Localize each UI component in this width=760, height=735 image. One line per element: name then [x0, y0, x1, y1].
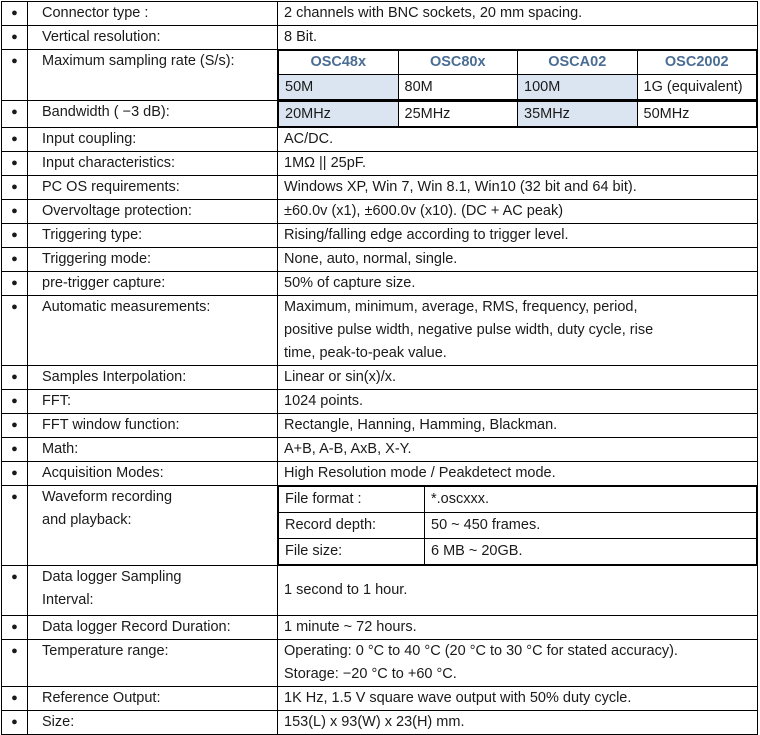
spec-label-line: Waveform recording	[42, 489, 173, 505]
spec-row-characteristics	[2, 152, 758, 176]
model-sampling: 80M	[398, 75, 518, 100]
spec-label-line: Data logger Sampling	[42, 569, 182, 585]
spec-label: FFT window function:	[28, 414, 278, 438]
recording-grid	[278, 486, 757, 565]
spec-row-acq	[2, 462, 758, 486]
bandwidth-grid-cell	[278, 101, 758, 128]
spec-value-line: Maximum, minimum, average, RMS, frequency, period,	[284, 299, 638, 315]
spec-label: Acquisition Modes:	[28, 462, 278, 486]
bullet: ●	[2, 462, 28, 486]
spec-label: Size:	[28, 711, 278, 735]
spec-row-fft	[2, 390, 758, 414]
spec-row-recording	[2, 486, 758, 566]
sampling-grid-cell	[278, 50, 758, 101]
spec-label: FFT:	[28, 390, 278, 414]
spec-value: High Resolution mode / Peakdetect mode.	[278, 462, 758, 486]
spec-value: 1024 points.	[278, 390, 758, 414]
spec-row-overvoltage	[2, 200, 758, 224]
spec-row-temperature	[2, 640, 758, 687]
spec-label: Input characteristics:	[28, 152, 278, 176]
spec-label: Data logger Record Duration:	[28, 616, 278, 640]
recording-value: 50 ~ 450 frames.	[425, 513, 757, 539]
model-sampling: 50M	[279, 75, 399, 100]
bandwidth-values-row	[279, 102, 757, 127]
bullet: ●	[2, 50, 28, 101]
spec-value: 1 second to 1 hour.	[278, 566, 758, 616]
bullet: ●	[2, 711, 28, 735]
spec-value: 8 Bit.	[278, 26, 758, 50]
spec-row-sampling	[2, 50, 758, 101]
bullet: ●	[2, 486, 28, 566]
spec-value-line: Storage: −20 °C to +60 °C.	[284, 666, 457, 682]
spec-label: Bandwidth ( −3 dB):	[28, 101, 278, 128]
spec-value-multiline	[278, 640, 758, 687]
spec-row-bandwidth	[2, 101, 758, 128]
spec-label: PC OS requirements:	[28, 176, 278, 200]
spec-label: Triggering type:	[28, 224, 278, 248]
spec-row-autom	[2, 296, 758, 366]
spec-value-line: time, peak-to-peak value.	[284, 345, 447, 361]
spec-label: Maximum sampling rate (S/s):	[28, 50, 278, 101]
spec-row-trig-mode	[2, 248, 758, 272]
recording-key: Record depth:	[279, 513, 425, 539]
spec-value: ±60.0v (x1), ±600.0v (x10). (DC + AC peak)	[278, 200, 758, 224]
spec-label: Reference Output:	[28, 687, 278, 711]
spec-label: Connector type :	[28, 2, 278, 26]
model-sampling: 1G (equivalent)	[637, 75, 757, 100]
spec-label: pre-trigger capture:	[28, 272, 278, 296]
model-name: OSC80x	[398, 51, 518, 75]
sampling-values-row	[279, 75, 757, 100]
spec-label-line: and playback:	[42, 512, 132, 528]
spec-row-logger-duration	[2, 616, 758, 640]
spec-label: Samples Interpolation:	[28, 366, 278, 390]
spec-row-interp	[2, 366, 758, 390]
bullet: ●	[2, 200, 28, 224]
recording-key: File size:	[279, 539, 425, 565]
spec-label: Vertical resolution:	[28, 26, 278, 50]
spec-row-reference	[2, 687, 758, 711]
spec-row-pretrigger	[2, 272, 758, 296]
spec-value: A+B, A-B, AxB, X-Y.	[278, 438, 758, 462]
spec-value: Rising/falling edge according to trigger level.	[278, 224, 758, 248]
sampling-grid	[278, 50, 757, 100]
bullet: ●	[2, 128, 28, 152]
spec-value: Rectangle, Hanning, Hamming, Blackman.	[278, 414, 758, 438]
model-header-row	[279, 51, 757, 75]
bullet: ●	[2, 248, 28, 272]
bullet: ●	[2, 616, 28, 640]
recording-value: *.oscxxx.	[425, 487, 757, 513]
spec-label: Math:	[28, 438, 278, 462]
spec-row-coupling	[2, 128, 758, 152]
model-name: OSC2002	[637, 51, 757, 75]
spec-row-logger-interval	[2, 566, 758, 616]
spec-value: 2 channels with BNC sockets, 20 mm spacing.	[278, 2, 758, 26]
recording-grid-cell	[278, 486, 758, 566]
spec-label: Automatic measurements:	[28, 296, 278, 366]
bullet: ●	[2, 176, 28, 200]
spec-value: 1MΩ || 25pF.	[278, 152, 758, 176]
spec-row-fftwin	[2, 414, 758, 438]
spec-value: None, auto, normal, single.	[278, 248, 758, 272]
recording-item	[279, 539, 757, 565]
bullet: ●	[2, 438, 28, 462]
recording-value: 6 MB ~ 20GB.	[425, 539, 757, 565]
bullet: ●	[2, 152, 28, 176]
spec-row-os	[2, 176, 758, 200]
recording-item	[279, 513, 757, 539]
model-name: OSC48x	[279, 51, 399, 75]
bullet: ●	[2, 224, 28, 248]
spec-label-multiline	[28, 486, 278, 566]
spec-value: Linear or sin(x)/x.	[278, 366, 758, 390]
bullet: ●	[2, 26, 28, 50]
spec-table	[1, 1, 758, 735]
bullet: ●	[2, 366, 28, 390]
spec-value: Windows XP, Win 7, Win 8.1, Win10 (32 bit and 64 bit).	[278, 176, 758, 200]
spec-label: Triggering mode:	[28, 248, 278, 272]
spec-label-line: Interval:	[42, 592, 94, 608]
recording-item	[279, 487, 757, 513]
model-sampling: 100M	[518, 75, 638, 100]
spec-value: 1 minute ~ 72 hours.	[278, 616, 758, 640]
bullet: ●	[2, 566, 28, 616]
model-bandwidth: 50MHz	[637, 102, 757, 127]
spec-value-multiline	[278, 296, 758, 366]
bullet: ●	[2, 640, 28, 687]
recording-key: File format :	[279, 487, 425, 513]
model-bandwidth: 20MHz	[279, 102, 399, 127]
spec-value: 153(L) x 93(W) x 23(H) mm.	[278, 711, 758, 735]
bullet: ●	[2, 272, 28, 296]
spec-row-trig-type	[2, 224, 758, 248]
spec-value: 1K Hz, 1.5 V square wave output with 50% duty cycle.	[278, 687, 758, 711]
bullet: ●	[2, 296, 28, 366]
bullet: ●	[2, 390, 28, 414]
model-bandwidth: 25MHz	[398, 102, 518, 127]
spec-value: 50% of capture size.	[278, 272, 758, 296]
spec-label-multiline	[28, 566, 278, 616]
bullet: ●	[2, 2, 28, 26]
spec-value-line: positive pulse width, negative pulse width, duty cycle, rise	[284, 322, 654, 338]
bullet: ●	[2, 414, 28, 438]
model-bandwidth: 35MHz	[518, 102, 638, 127]
spec-label: Input coupling:	[28, 128, 278, 152]
spec-row-vres	[2, 26, 758, 50]
spec-row-size	[2, 711, 758, 735]
spec-label: Overvoltage protection:	[28, 200, 278, 224]
bandwidth-grid	[278, 101, 757, 127]
bullet: ●	[2, 101, 28, 128]
bullet: ●	[2, 687, 28, 711]
spec-row-math	[2, 438, 758, 462]
model-name: OSCA02	[518, 51, 638, 75]
spec-value-line: Operating: 0 °C to 40 °C (20 °C to 30 °C for stated accuracy).	[284, 643, 678, 659]
spec-value: AC/DC.	[278, 128, 758, 152]
spec-row-connector	[2, 2, 758, 26]
spec-label: Temperature range:	[28, 640, 278, 687]
